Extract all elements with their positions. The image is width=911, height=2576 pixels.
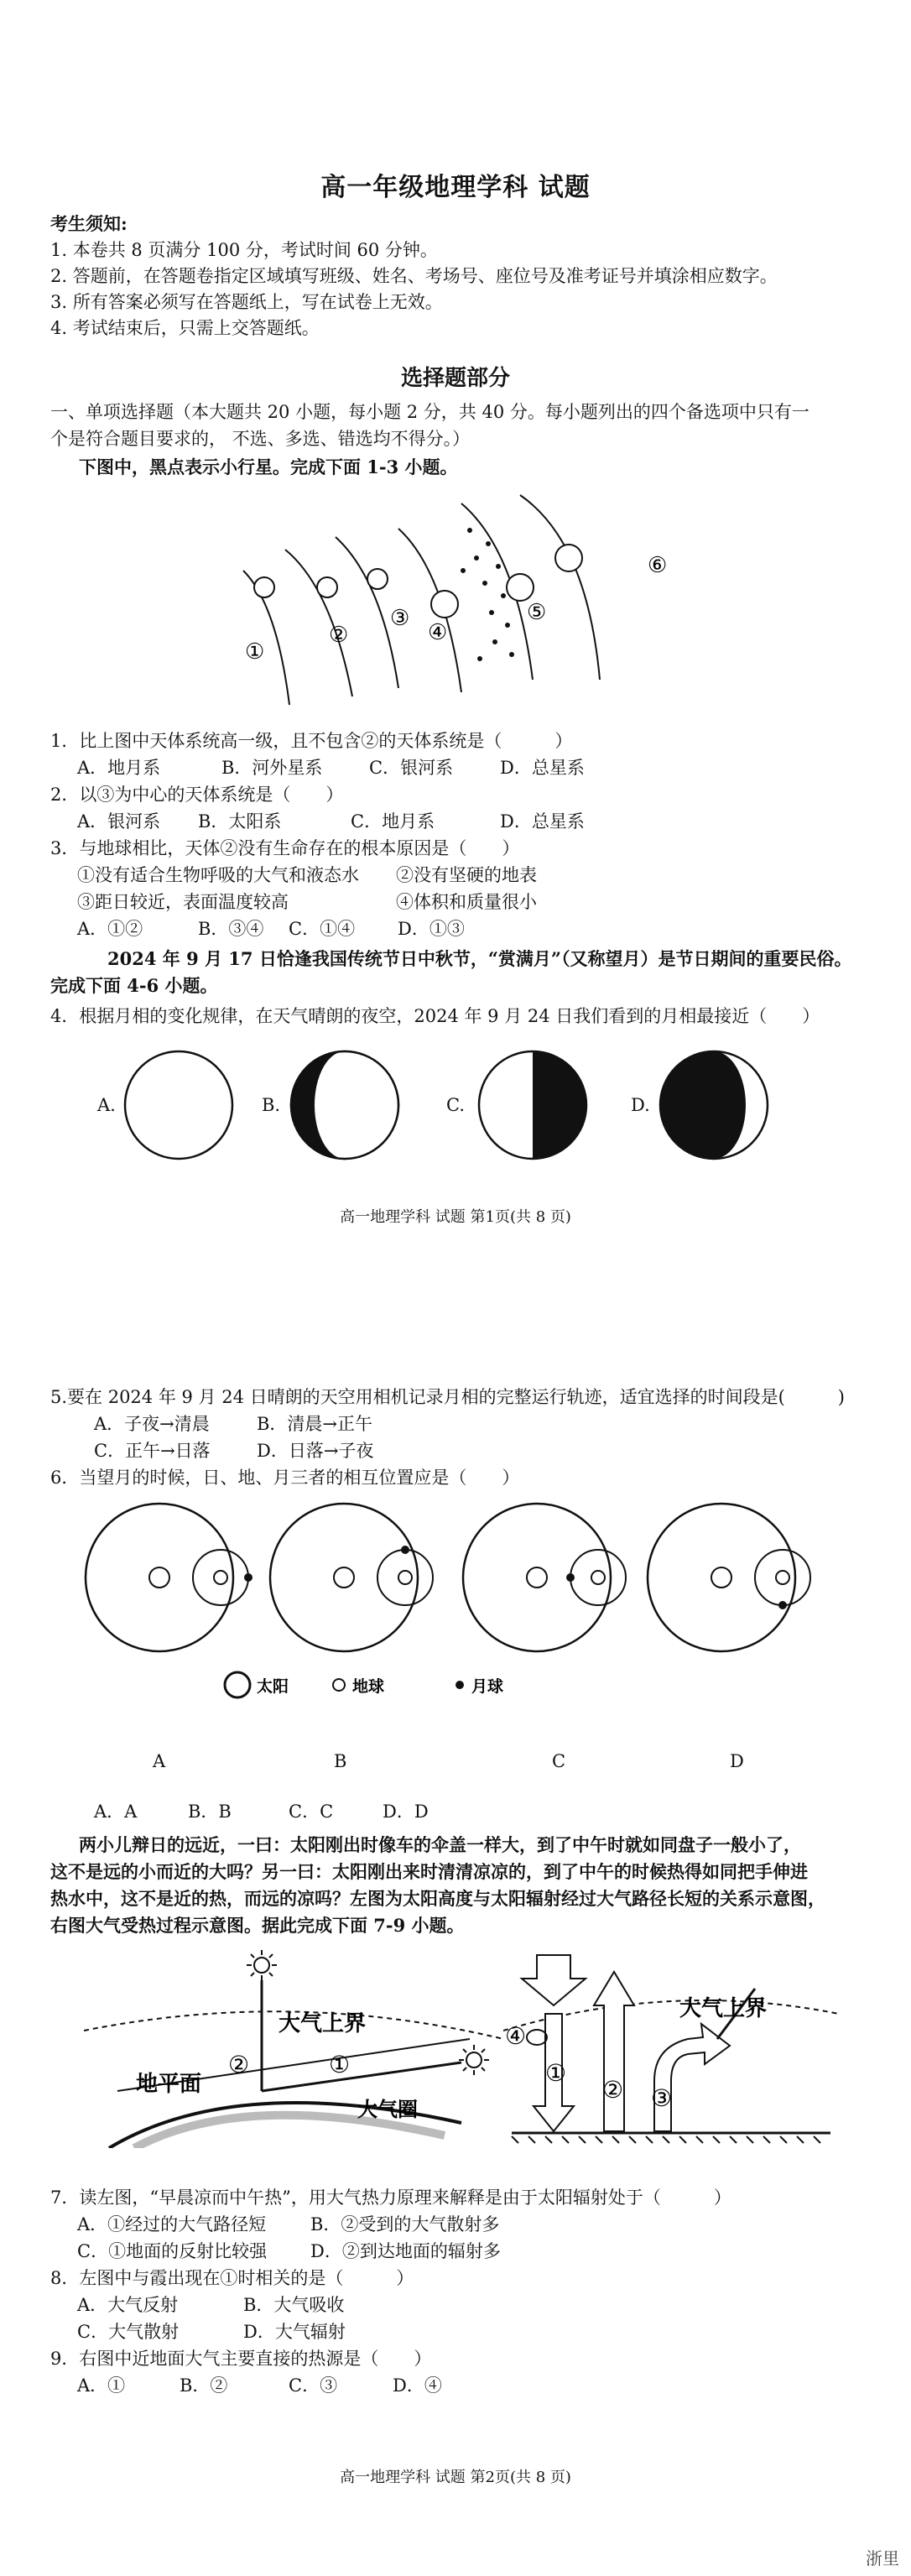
part1-intro-line1: 一、单项选择题（本大题共 20 小题，每小题 2 分，共 40 分。每小题列出的四个备选项中只有一 <box>50 402 809 422</box>
part1-intro-line2: 个是符合题目要求的， 不选、多选、错选均不得分。） <box>50 429 471 449</box>
fig1-label: ② <box>329 623 349 648</box>
q3-reason: ②没有坚硬的地表 <box>396 865 537 885</box>
diagram-c <box>463 1504 626 1651</box>
group2-line1: 2024 年 9 月 17 日恰逢我国传统节日中秋节，“赏满月”（又称望月）是节日期间的重要民俗。 <box>107 948 852 969</box>
sun-icon-side <box>459 2045 489 2075</box>
option[interactable]: C．地月系 <box>351 811 435 832</box>
moon-phase-b[interactable] <box>289 1049 401 1161</box>
option[interactable]: B．③④ <box>198 919 264 939</box>
moon-legend-icon <box>456 1681 464 1689</box>
moon-phase-d[interactable] <box>658 1049 770 1161</box>
notice-item: 4. 考试结束后，只需上交答题纸。 <box>50 318 320 338</box>
option[interactable]: D．①③ <box>398 919 465 939</box>
option[interactable]: C．正午→日落 <box>94 1441 211 1461</box>
legend-label: 太阳 <box>257 1677 289 1696</box>
fig3-left-mark: ① <box>329 2051 351 2078</box>
watermark-text: 浙里 <box>866 2548 899 2568</box>
option[interactable]: D．总星系 <box>500 758 585 778</box>
q6-stem: 6．当望月的时候，日、地、月三者的相互位置应是（ ） <box>50 1468 520 1488</box>
option[interactable]: A．地月系 <box>77 758 161 778</box>
option[interactable]: D．大气辐射 <box>243 2322 346 2342</box>
diagram-a <box>86 1504 252 1651</box>
option[interactable]: B．② <box>180 2375 228 2396</box>
q3-reason: ①没有适合生物呼吸的大气和液态水 <box>77 865 359 885</box>
option[interactable]: C．大气散射 <box>77 2322 180 2342</box>
diagram-label: D <box>730 1751 744 1771</box>
option[interactable]: D．D <box>383 1802 429 1822</box>
option[interactable]: C. <box>446 1095 465 1115</box>
fig3-left-label: 大气上界 <box>279 2011 367 2036</box>
planet-5 <box>507 574 534 601</box>
option[interactable]: A．A <box>94 1802 138 1822</box>
option[interactable]: B．清晨→正午 <box>257 1414 373 1434</box>
option[interactable]: D．④ <box>393 2375 442 2396</box>
option[interactable]: C．①地面的反射比较强 <box>77 2241 268 2261</box>
fig3-right-mark: ④ <box>505 2022 527 2050</box>
fig3-right-mark: ② <box>602 2076 624 2104</box>
option[interactable]: A．银河系 <box>77 811 161 832</box>
planet-6 <box>555 545 582 571</box>
sun-legend-icon <box>225 1672 250 1697</box>
earth-legend-icon <box>333 1679 345 1691</box>
sun-icon-top <box>247 1950 277 1980</box>
diagram-d <box>648 1504 810 1651</box>
story-line2: 这不是远的小而近的大吗？另一曰：太阳刚出来时清清凉凉的，到了中午的时候热得如同把手伸进 <box>50 1861 808 1882</box>
fig1-label: ① <box>245 639 265 665</box>
option[interactable]: C．③ <box>289 2375 338 2396</box>
fig3-right-mark: ① <box>545 2059 567 2087</box>
option[interactable]: B．河外星系 <box>221 758 323 778</box>
diagram-label: A <box>153 1751 166 1771</box>
option[interactable]: A．子夜→清晨 <box>94 1414 210 1434</box>
solar-input-arrow <box>522 1955 586 2005</box>
planet-2 <box>317 577 337 597</box>
cloud-icon <box>527 2030 547 2045</box>
option[interactable]: A．大气反射 <box>77 2295 179 2315</box>
diagram-label: B <box>334 1751 347 1771</box>
q7-stem: 7．读左图，“早晨凉而中午热”，用大气热力原理来解释是由于太阳辐射处于（ ） <box>50 2188 731 2208</box>
fig3-left-label: 大气圈 <box>357 2097 418 2121</box>
option[interactable]: B．大气吸收 <box>243 2295 345 2315</box>
q5-stem: 5.要在 2024 年 9 月 24 日晴朗的天空用相机记录月相的完整运行轨迹，适宜选择的时间段是( ) <box>50 1387 845 1407</box>
group1-prompt: 下图中，黑点表示小行星。完成下面 1-3 小题。 <box>79 456 458 477</box>
option[interactable]: C．①④ <box>289 919 356 939</box>
arrow-2 <box>594 1972 634 2131</box>
section-title: 选择题部分 <box>400 366 510 391</box>
option[interactable]: A．① <box>77 2375 126 2396</box>
option[interactable]: B．太阳系 <box>198 811 282 832</box>
page-1 <box>0 0 911 1275</box>
notice-item: 2. 答题前，在答题卷指定区域填写班级、姓名、考场号、座位号及准考证号并填涂相应数字。 <box>50 266 778 286</box>
story-line1: 两小儿辩日的远近，一曰：太阳刚出时像车的伞盖一样大，到了中午时就如同盘子一般小了， <box>79 1834 801 1855</box>
option[interactable]: D．②到达地面的辐射多 <box>310 2241 501 2261</box>
atmosphere-heating-figure <box>503 1938 839 2148</box>
moon-phase-c[interactable] <box>476 1049 589 1161</box>
solar-system-figure <box>218 478 721 705</box>
story-line3: 热水中，这不是近的热，而远的凉吗？左图为太阳高度与太阳辐射经过大气路径长短的关系示意图， <box>50 1888 825 1909</box>
option[interactable]: D. <box>631 1095 650 1115</box>
story-line4: 右图大气受热过程示意图。据此完成下面 7-9 小题。 <box>50 1915 465 1936</box>
group2-line2: 完成下面 4-6 小题。 <box>50 975 218 996</box>
planet-1 <box>254 577 274 597</box>
oblique-ray <box>262 2062 461 2091</box>
q8-stem: 8．左图中与霞出现在①时相关的是（ ） <box>50 2268 414 2288</box>
fig1-label: ④ <box>428 620 448 645</box>
page-2 <box>0 1275 911 2576</box>
diagram-label: C <box>552 1751 566 1771</box>
option[interactable]: A．①② <box>77 919 143 939</box>
fig3-left-mark: ② <box>228 2051 250 2078</box>
planet-4 <box>431 591 458 618</box>
fig3-right-label: 大气上界 <box>679 1996 768 2021</box>
q3-reason: ④体积和质量很小 <box>396 892 537 912</box>
q9-stem: 9．右图中近地面大气主要直接的热源是（ ） <box>50 2349 432 2369</box>
legend-label: 月球 <box>471 1677 504 1696</box>
option[interactable]: A．①经过的大气路径短 <box>77 2214 267 2234</box>
sun-earth-moon-diagrams <box>84 1502 839 1703</box>
notice-item: 1. 本卷共 8 页满分 100 分，考试时间 60 分钟。 <box>50 240 438 260</box>
q3-stem: 3．与地球相比，天体②没有生命存在的根本原因是（ ） <box>50 838 520 858</box>
q1-stem: 1．比上图中天体系统高一级，且不包含②的天体系统是（ ） <box>50 731 573 751</box>
notice-item: 3. 所有答案必须写在答题纸上，写在试卷上无效。 <box>50 292 443 312</box>
notice-heading: 考生须知: <box>50 213 128 234</box>
option[interactable]: B．②受到的大气散射多 <box>310 2214 500 2234</box>
option[interactable]: D．日落→子夜 <box>257 1441 374 1461</box>
fig1-label: ⑤ <box>527 600 547 625</box>
sun-altitude-figure <box>84 1947 503 2148</box>
option[interactable]: A. <box>97 1095 116 1115</box>
asteroid-belt-dots <box>461 528 514 661</box>
moon-phase-a[interactable] <box>122 1049 235 1161</box>
q4-stem: 4．根据月相的变化规律，在天气晴朗的夜空，2024 年 9 月 24 日我们看到的月相最接近（ ） <box>50 1006 820 1026</box>
page-footer: 高一地理学科 试题 第1页(共 8 页) <box>340 1208 571 1226</box>
option[interactable]: B. <box>262 1095 281 1115</box>
fig1-label: ③ <box>390 606 410 631</box>
fig3-right-mark: ③ <box>651 2084 673 2112</box>
option[interactable]: C．银河系 <box>369 758 454 778</box>
planet-3 <box>367 569 388 589</box>
fig3-left-label: 地平面 <box>136 2072 202 2097</box>
arrow-3 <box>654 2024 730 2131</box>
exam-title: 高一年级地理学科 试题 <box>320 173 591 202</box>
option[interactable]: C．C <box>289 1802 334 1822</box>
legend-label: 地球 <box>352 1677 385 1696</box>
option[interactable]: D．总星系 <box>500 811 585 832</box>
option[interactable]: B．B <box>188 1802 232 1822</box>
q2-stem: 2．以③为中心的天体系统是（ ） <box>50 785 344 805</box>
diagram-b <box>270 1504 433 1651</box>
fig1-label: ⑥ <box>648 553 668 578</box>
page-footer: 高一地理学科 试题 第2页(共 8 页) <box>340 2469 571 2486</box>
q3-reason: ③距日较近，表面温度较高 <box>77 892 289 912</box>
